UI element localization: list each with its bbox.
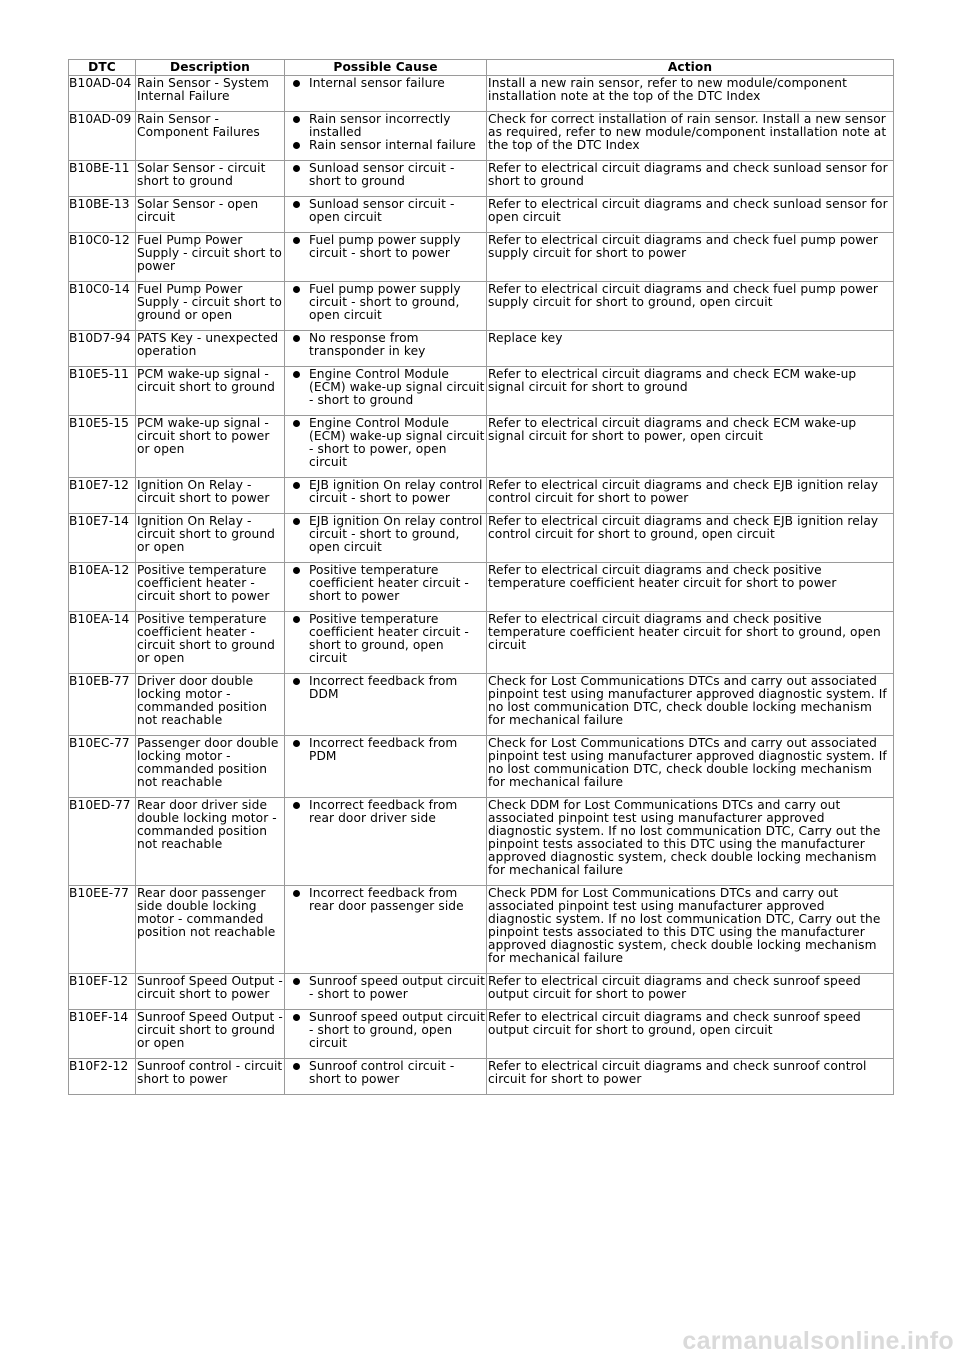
table-row bbox=[69, 886, 894, 974]
possible-cause-cell bbox=[285, 76, 487, 112]
dtc-description: Positive temperature coefficient heater - circuit short to power bbox=[136, 563, 285, 612]
possible-cause-list bbox=[286, 564, 485, 603]
possible-cause-cell bbox=[285, 974, 487, 1010]
dtc-description: Solar Sensor - open circuit bbox=[136, 197, 285, 233]
dtc-action: Install a new rain sensor, refer to new module/component installation note at the top of the DTC Index bbox=[487, 76, 894, 112]
dtc-description: PCM wake-up signal - circuit short to power or open bbox=[136, 416, 285, 478]
possible-cause-list bbox=[286, 737, 485, 763]
possible-cause-list bbox=[286, 975, 485, 1001]
possible-cause-list bbox=[286, 613, 485, 665]
possible-cause-list bbox=[286, 198, 485, 224]
dtc-code: B10E5-11 bbox=[69, 367, 136, 416]
dtc-description: Fuel Pump Power Supply - circuit short to ground or open bbox=[136, 282, 285, 331]
possible-cause-list bbox=[286, 113, 485, 152]
dtc-code: B10C0-12 bbox=[69, 233, 136, 282]
dtc-description: Solar Sensor - circuit short to ground bbox=[136, 161, 285, 197]
table-row bbox=[69, 416, 894, 478]
possible-cause-cell bbox=[285, 112, 487, 161]
possible-cause-list bbox=[286, 799, 485, 825]
dtc-action: Replace key bbox=[487, 331, 894, 367]
dtc-code: B10EA-12 bbox=[69, 563, 136, 612]
header-row bbox=[69, 60, 894, 76]
possible-cause-item: Rain sensor internal failure bbox=[309, 139, 485, 152]
possible-cause-list bbox=[286, 675, 485, 701]
possible-cause-cell bbox=[285, 886, 487, 974]
dtc-action: Refer to electrical circuit diagrams and check sunload sensor for open circuit bbox=[487, 197, 894, 233]
dtc-description: Rear door passenger side double locking motor - commanded position not reachable bbox=[136, 886, 285, 974]
dtc-action: Refer to electrical circuit diagrams and check EJB ignition relay control circuit for short to power bbox=[487, 478, 894, 514]
possible-cause-list bbox=[286, 77, 485, 90]
dtc-code: B10F2-12 bbox=[69, 1059, 136, 1095]
table-row bbox=[69, 478, 894, 514]
possible-cause-list bbox=[286, 368, 485, 407]
dtc-action: Refer to electrical circuit diagrams and check ECM wake-up signal circuit for short to ground bbox=[487, 367, 894, 416]
possible-cause-item: EJB ignition On relay control circuit - short to ground, open circuit bbox=[309, 515, 485, 554]
table-row bbox=[69, 331, 894, 367]
table-row bbox=[69, 736, 894, 798]
dtc-action: Refer to electrical circuit diagrams and check fuel pump power supply circuit for short to ground, open circuit bbox=[487, 282, 894, 331]
dtc-description: Rear door driver side double locking motor - commanded position not reachable bbox=[136, 798, 285, 886]
possible-cause-item: Incorrect feedback from DDM bbox=[309, 675, 485, 701]
possible-cause-item: Incorrect feedback from rear door passenger side bbox=[309, 887, 485, 913]
possible-cause-item: Internal sensor failure bbox=[309, 77, 485, 90]
possible-cause-item: EJB ignition On relay control circuit - short to power bbox=[309, 479, 485, 505]
dtc-code: B10D7-94 bbox=[69, 331, 136, 367]
header-description: Description bbox=[136, 60, 285, 76]
dtc-action: Refer to electrical circuit diagrams and check sunroof speed output circuit for short to ground, open circuit bbox=[487, 1010, 894, 1059]
possible-cause-item: Positive temperature coefficient heater circuit - short to ground, open circuit bbox=[309, 613, 485, 665]
watermark-logo: carmanualsonline.info bbox=[682, 1327, 954, 1355]
dtc-description: Passenger door double locking motor - commanded position not reachable bbox=[136, 736, 285, 798]
possible-cause-cell bbox=[285, 478, 487, 514]
dtc-action: Refer to electrical circuit diagrams and check sunroof control circuit for short to power bbox=[487, 1059, 894, 1095]
dtc-code: B10EB-77 bbox=[69, 674, 136, 736]
dtc-action: Check for Lost Communications DTCs and carry out associated pinpoint test using manufacturer approved diagnostic system. If no lost communication DTC, check double locking mechanism for mechanical failure bbox=[487, 674, 894, 736]
possible-cause-item: Sunload sensor circuit - short to ground bbox=[309, 162, 485, 188]
dtc-action: Refer to electrical circuit diagrams and check EJB ignition relay control circuit for short to ground, open circuit bbox=[487, 514, 894, 563]
dtc-description: Sunroof Speed Output - circuit short to ground or open bbox=[136, 1010, 285, 1059]
dtc-code: B10EC-77 bbox=[69, 736, 136, 798]
possible-cause-cell bbox=[285, 161, 487, 197]
possible-cause-cell bbox=[285, 331, 487, 367]
table-row bbox=[69, 233, 894, 282]
table-row bbox=[69, 1059, 894, 1095]
dtc-code: B10C0-14 bbox=[69, 282, 136, 331]
table-body bbox=[69, 76, 894, 1095]
dtc-action: Refer to electrical circuit diagrams and check fuel pump power supply circuit for short to power bbox=[487, 233, 894, 282]
possible-cause-cell bbox=[285, 736, 487, 798]
dtc-code: B10E7-12 bbox=[69, 478, 136, 514]
table-row bbox=[69, 798, 894, 886]
possible-cause-list bbox=[286, 417, 485, 469]
possible-cause-cell bbox=[285, 197, 487, 233]
possible-cause-cell bbox=[285, 563, 487, 612]
possible-cause-item: Sunroof speed output circuit - short to power bbox=[309, 974, 485, 1001]
dtc-description: Rain Sensor - Component Failures bbox=[136, 112, 285, 161]
possible-cause-list bbox=[286, 515, 485, 554]
possible-cause-cell bbox=[285, 367, 487, 416]
possible-cause-item: Incorrect feedback from rear door driver side bbox=[309, 799, 485, 825]
possible-cause-cell bbox=[285, 416, 487, 478]
possible-cause-list bbox=[286, 887, 485, 913]
table-row bbox=[69, 563, 894, 612]
dtc-code: B10EE-77 bbox=[69, 886, 136, 974]
possible-cause-item: Rain sensor incorrectly installed bbox=[309, 113, 485, 139]
table-row bbox=[69, 514, 894, 563]
possible-cause-cell bbox=[285, 1059, 487, 1095]
dtc-code: B10EF-14 bbox=[69, 1010, 136, 1059]
dtc-description: Driver door double locking motor - commanded position not reachable bbox=[136, 674, 285, 736]
possible-cause-item: Engine Control Module (ECM) wake-up signal circuit - short to power, open circuit bbox=[309, 416, 485, 469]
dtc-description: Sunroof control - circuit short to power bbox=[136, 1059, 285, 1095]
dtc-description: Fuel Pump Power Supply - circuit short to power bbox=[136, 233, 285, 282]
dtc-code: B10ED-77 bbox=[69, 798, 136, 886]
dtc-code: B10EF-12 bbox=[69, 974, 136, 1010]
dtc-code: B10AD-09 bbox=[69, 112, 136, 161]
possible-cause-item: Fuel pump power supply circuit - short to power bbox=[309, 234, 485, 260]
header-dtc: DTC bbox=[69, 60, 136, 76]
table-row bbox=[69, 974, 894, 1010]
dtc-action: Check for correct installation of rain sensor. Install a new sensor as required, refer to new module/component installation note at the top of the DTC Index bbox=[487, 112, 894, 161]
possible-cause-list bbox=[286, 332, 485, 358]
possible-cause-item: Fuel pump power supply circuit - short to ground, open circuit bbox=[309, 283, 485, 322]
table-row bbox=[69, 1010, 894, 1059]
table-row bbox=[69, 367, 894, 416]
possible-cause-cell bbox=[285, 798, 487, 886]
dtc-description: PCM wake-up signal - circuit short to ground bbox=[136, 367, 285, 416]
possible-cause-list bbox=[286, 1011, 485, 1050]
possible-cause-cell bbox=[285, 674, 487, 736]
dtc-action: Check for Lost Communications DTCs and carry out associated pinpoint test using manufacturer approved diagnostic system. If no lost communication DTC, check double locking mechanism for mechanical failure bbox=[487, 736, 894, 798]
dtc-code: B10EA-14 bbox=[69, 612, 136, 674]
dtc-action: Refer to electrical circuit diagrams and check positive temperature coefficient heater circuit for short to ground, open circuit bbox=[487, 612, 894, 674]
possible-cause-item: Positive temperature coefficient heater circuit - short to power bbox=[309, 564, 485, 603]
possible-cause-item: No response from transponder in key bbox=[309, 332, 485, 358]
possible-cause-list bbox=[286, 162, 485, 188]
table-row bbox=[69, 112, 894, 161]
possible-cause-cell bbox=[285, 514, 487, 563]
dtc-description: Ignition On Relay - circuit short to power bbox=[136, 478, 285, 514]
dtc-description: Sunroof Speed Output - circuit short to power bbox=[136, 974, 285, 1010]
possible-cause-item: Engine Control Module (ECM) wake-up signal circuit - short to ground bbox=[309, 367, 485, 407]
dtc-code: B10BE-13 bbox=[69, 197, 136, 233]
possible-cause-list bbox=[286, 1060, 485, 1086]
dtc-action: Refer to electrical circuit diagrams and check ECM wake-up signal circuit for short to power, open circuit bbox=[487, 416, 894, 478]
dtc-description: Rain Sensor - System Internal Failure bbox=[136, 76, 285, 112]
dtc-description: Positive temperature coefficient heater - circuit short to ground or open bbox=[136, 612, 285, 674]
possible-cause-list bbox=[286, 283, 485, 322]
table-row bbox=[69, 197, 894, 233]
dtc-description: Ignition On Relay - circuit short to ground or open bbox=[136, 514, 285, 563]
dtc-action: Refer to electrical circuit diagrams and check positive temperature coefficient heater circuit for short to power bbox=[487, 563, 894, 612]
possible-cause-cell bbox=[285, 612, 487, 674]
table-row bbox=[69, 282, 894, 331]
dtc-action: Refer to electrical circuit diagrams and check sunload sensor for short to ground bbox=[487, 161, 894, 197]
dtc-code: B10BE-11 bbox=[69, 161, 136, 197]
dtc-code: B10E7-14 bbox=[69, 514, 136, 563]
possible-cause-item: Sunload sensor circuit - open circuit bbox=[309, 198, 485, 224]
dtc-table bbox=[68, 59, 894, 1095]
header-possible-cause: Possible Cause bbox=[285, 60, 487, 76]
dtc-action: Refer to electrical circuit diagrams and check sunroof speed output circuit for short to power bbox=[487, 974, 894, 1010]
dtc-action: Check PDM for Lost Communications DTCs and carry out associated pinpoint test using manufacturer approved diagnostic system. If no lost communication DTC, Carry out the pinpoint tests associated to this DTC using the manufacturer approved diagnostic system, check double locking mechanism for mechanical failure bbox=[487, 886, 894, 974]
possible-cause-cell bbox=[285, 233, 487, 282]
table-row bbox=[69, 76, 894, 112]
table-row bbox=[69, 161, 894, 197]
possible-cause-cell bbox=[285, 1010, 487, 1059]
possible-cause-list bbox=[286, 234, 485, 260]
possible-cause-list bbox=[286, 479, 485, 505]
possible-cause-item: Sunroof speed output circuit - short to ground, open circuit bbox=[309, 1010, 485, 1050]
possible-cause-cell bbox=[285, 282, 487, 331]
header-action: Action bbox=[487, 60, 894, 76]
possible-cause-item: Incorrect feedback from PDM bbox=[309, 737, 485, 763]
possible-cause-item: Sunroof control circuit - short to power bbox=[309, 1060, 485, 1086]
table-header bbox=[69, 60, 894, 76]
table-row bbox=[69, 674, 894, 736]
dtc-code: B10E5-15 bbox=[69, 416, 136, 478]
dtc-description: PATS Key - unexpected operation bbox=[136, 331, 285, 367]
dtc-action: Check DDM for Lost Communications DTCs and carry out associated pinpoint test using manufacturer approved diagnostic system. If no lost communication DTC, Carry out the pinpoint tests associated to this DTC using the manufacturer approved diagnostic system, check double locking mechanism for mechanical failure bbox=[487, 798, 894, 886]
table-row bbox=[69, 612, 894, 674]
dtc-code: B10AD-04 bbox=[69, 76, 136, 112]
